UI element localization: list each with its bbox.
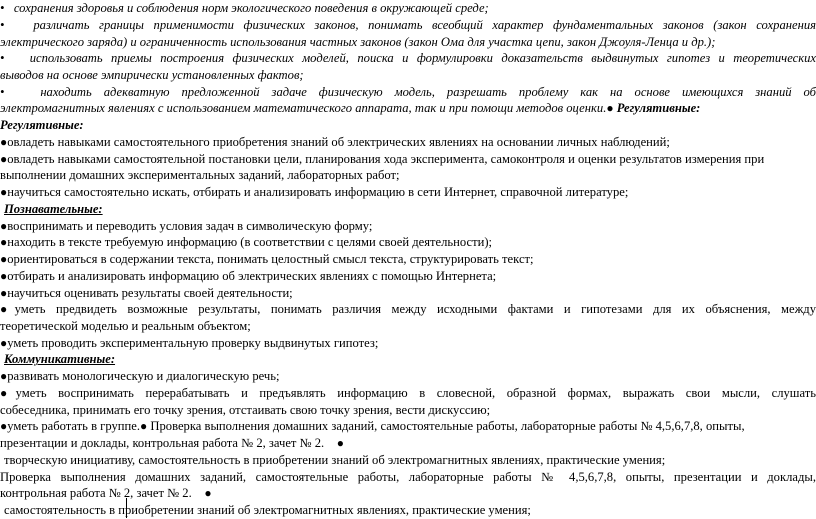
list-item: ●научиться оценивать результаты своей деятельности; (0, 285, 293, 300)
heading-regulative-inline: Регулятивные: (616, 101, 701, 116)
list-item: ●воспринимать и переводить условия задач в символическую форму; (0, 218, 373, 233)
list-item: ●развивать монологическую и диалогическую речь; (0, 369, 280, 384)
bullet-dot-icon: ● (0, 369, 8, 384)
section-heading-cognitive: Познавательные: (4, 201, 103, 216)
text-line: выводов на основе эмпирически установленных фактов; (0, 67, 304, 82)
list-item: ●овладеть навыками самостоятельного приобретения знаний об электрических явлениях на основании личных наблюдений; (0, 134, 670, 149)
list-item: ●овладеть навыками самостоятельной постановки цели, планирования хода эксперимента, самоконтроля и оценки результатов измерения при (0, 151, 765, 166)
text-line: • использовать приемы построения физических моделей, поиска и формулировки доказательств выдвинутых гипотез и теоретических (0, 51, 816, 66)
section-heading-communicative: Коммуникативные: (4, 352, 116, 367)
bullet-dot-icon: ● (0, 419, 8, 434)
list-item: ●уметь воспринимать перерабатывать и предъявлять информацию в словесной, образной формах, выражать свои мысли, слушать (0, 385, 816, 400)
list-item: ●ориентироваться в содержании текста, понимать целостный смысл текста, структурировать текст; (0, 252, 534, 266)
bullet-icon: • (0, 17, 5, 32)
list-item: ●уметь работать в группе.● Проверка выполнения домашних заданий, самостоятельные работы, лабораторные работы № 4,5,6,7,8, опыты, (0, 419, 745, 434)
bullet-dot-icon: ● (0, 185, 8, 200)
bullet-dot-icon: ● (0, 385, 16, 400)
text-line: собеседника, принимать его точку зрения, отстаивать свою точку зрения, вести дискуссию; (0, 402, 491, 417)
bullet-dot-icon: ● (0, 218, 8, 233)
bullet-dot-icon: ● (204, 486, 212, 501)
bullet-dot-icon: ● (0, 252, 8, 266)
bullet-dot-icon: ● (0, 235, 8, 250)
list-item: ●отбирать и анализировать информацию об электрических явлениях с помощью Интернета; (0, 268, 497, 283)
text-line: электромагнитных явлениях с использованием математического аппарата, так и при помощи методов оценки.● Регулятивные: (0, 101, 701, 116)
text-line: теоретической моделью и реальным объектом; (0, 318, 251, 333)
list-item: ●уметь предвидеть возможные результаты, понимать различия между исходными фактами и гипотезами для их объяснения, между (0, 302, 816, 317)
text-line: контрольная работа № 2, зачет № 2. ● (0, 486, 212, 501)
table-cell-border (126, 498, 127, 518)
text-line: презентации и доклады, контрольная работа № 2, зачет № 2. ● (0, 436, 345, 451)
bullet-dot-icon: ● (336, 436, 345, 451)
text-line: электрического заряда) и ограниченность использования частных законов (закон Ома для участка цепи, закон Джоуля-Ленца и др.); (0, 34, 716, 49)
text-line: самостоятельность в приобретении знаний об электромагнитных явлениях, практические умения; (4, 503, 531, 517)
text-line: • различать границы применимости физических законов, понимать всеобщий характер фундаментальных законов (закон сохранения (0, 17, 816, 32)
bullet-icon: • (0, 51, 5, 66)
list-item: ●находить в тексте требуемую информацию (в соответствии с целями своей деятельности); (0, 235, 493, 250)
bullet-dot-icon: ● (139, 419, 148, 434)
text-line: творческую инициативу, самостоятельность в приобретении знаний об электромагнитных явлениях, практические умения; (4, 452, 666, 467)
bullet-icon: • (0, 1, 5, 15)
text-line: • находить адекватную предложенной задаче физическую модель, разрешать проблему как на основе имеющихся знаний об (0, 84, 816, 99)
bullet-dot-icon: ● (0, 302, 15, 317)
list-item: ●научиться самостоятельно искать, отбирать и анализировать информацию в сети Интернет, справочной литературе; (0, 185, 629, 200)
text-line: • сохранения здоровья и соблюдения норм экологического поведения в окружающей среде; (0, 1, 489, 15)
bullet-dot-icon: ● (0, 268, 8, 283)
bullet-icon: • (0, 84, 5, 99)
text-line: Проверка выполнения домашних заданий, самостоятельные работы, лабораторные работы № 4,5,6,7,8, опыты, презентации и доклады, (0, 469, 816, 484)
list-item: ●уметь проводить экспериментальную проверку выдвинутых гипотез; (0, 335, 379, 350)
bullet-dot-icon: ● (0, 335, 8, 350)
section-heading-regulative: Регулятивные: (0, 118, 84, 133)
bullet-dot-icon: ● (0, 151, 8, 166)
bullet-dot-icon: ● (606, 101, 614, 116)
bullet-dot-icon: ● (0, 134, 8, 149)
bullet-dot-icon: ● (0, 285, 8, 300)
text-line: выполнении домашних экспериментальных заданий, лабораторных работ; (0, 168, 400, 183)
